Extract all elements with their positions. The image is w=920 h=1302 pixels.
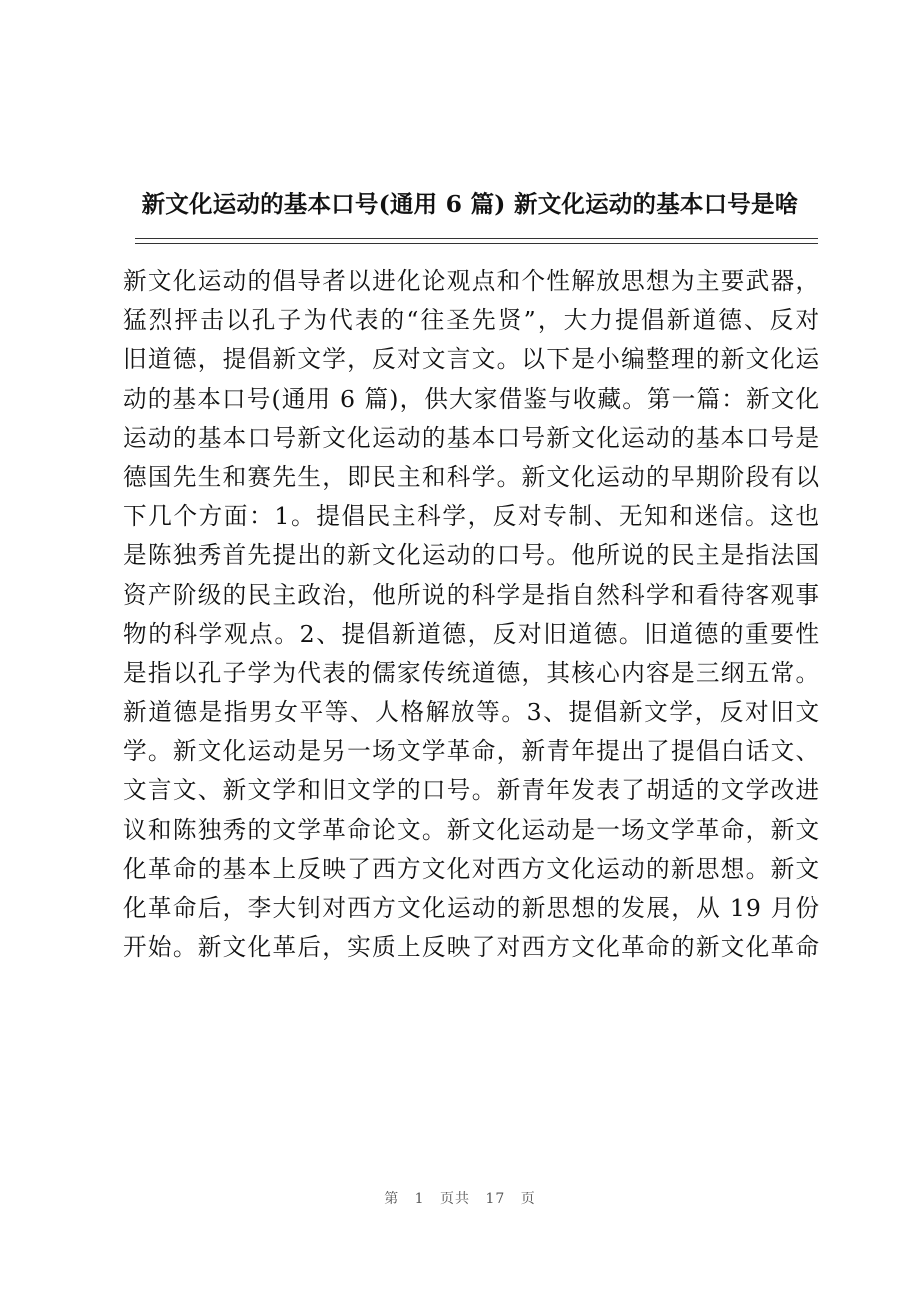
page-number-footer bbox=[0, 1188, 920, 1208]
body-line: 议和陈独秀的文学革命论文。新文化运动是一场文学革命，新文 bbox=[123, 815, 820, 844]
body-line: 动的基本口号(通用 6 篇)，供大家借鉴与收藏。第一篇：新文化 bbox=[123, 384, 820, 413]
body-line: 是陈独秀首先提出的新文化运动的口号。他所说的民主是指法国 bbox=[123, 541, 820, 570]
body-line: 学。新文化运动是另一场文学革命，新青年提出了提倡白话文、 bbox=[123, 737, 820, 766]
body-line: 开始。新文化革后，实质上反映了对西方文化革命的新文化革命 bbox=[123, 933, 820, 962]
document-body bbox=[123, 262, 820, 967]
body-line: 旧道德，提倡新文学，反对文言文。以下是小编整理的新文化运 bbox=[123, 345, 820, 374]
body-line: 猛烈抨击以孔子为代表的“往圣先贤”，大力提倡新道德、反对 bbox=[123, 306, 820, 335]
body-line: 德国先生和赛先生，即民主和科学。新文化运动的早期阶段有以 bbox=[123, 462, 820, 491]
body-line: 化革命的基本上反映了西方文化对西方文化运动的新思想。新文 bbox=[123, 854, 820, 883]
body-line: 新道德是指男女平等、人格解放等。3、提倡新文学，反对旧文 bbox=[123, 698, 820, 727]
body-line: 化革命后，李大钊对西方文化运动的新思想的发展，从 19 月份 bbox=[123, 894, 820, 922]
footer-total-pages: 17 bbox=[485, 1191, 506, 1207]
footer-middle: 页共 bbox=[440, 1191, 471, 1207]
document-title: 新文化运动的基本口号(通用 6 篇) 新文化运动的基本口号是啥 bbox=[141, 190, 799, 218]
footer-prefix: 第 bbox=[384, 1191, 400, 1207]
body-line: 物的科学观点。2、提倡新道德，反对旧道德。旧道德的重要性 bbox=[123, 619, 820, 648]
footer-current-page: 1 bbox=[414, 1191, 425, 1207]
body-line: 文言文、新文学和旧文学的口号。新青年发表了胡适的文学改进 bbox=[123, 776, 820, 805]
body-line: 新文化运动的倡导者以进化论观点和个性解放思想为主要武器， bbox=[123, 267, 820, 295]
body-line: 下几个方面：1。提倡民主科学，反对专制、无知和迷信。这也 bbox=[123, 502, 820, 531]
body-line: 资产阶级的民主政治，他所说的科学是指自然科学和看待客观事 bbox=[123, 580, 820, 609]
title-double-rule bbox=[135, 238, 818, 244]
footer-suffix: 页 bbox=[520, 1191, 536, 1207]
body-line: 是指以孔子学为代表的儒家传统道德，其核心内容是三纲五常。 bbox=[123, 658, 820, 687]
body-line: 运动的基本口号新文化运动的基本口号新文化运动的基本口号是 bbox=[123, 423, 820, 452]
